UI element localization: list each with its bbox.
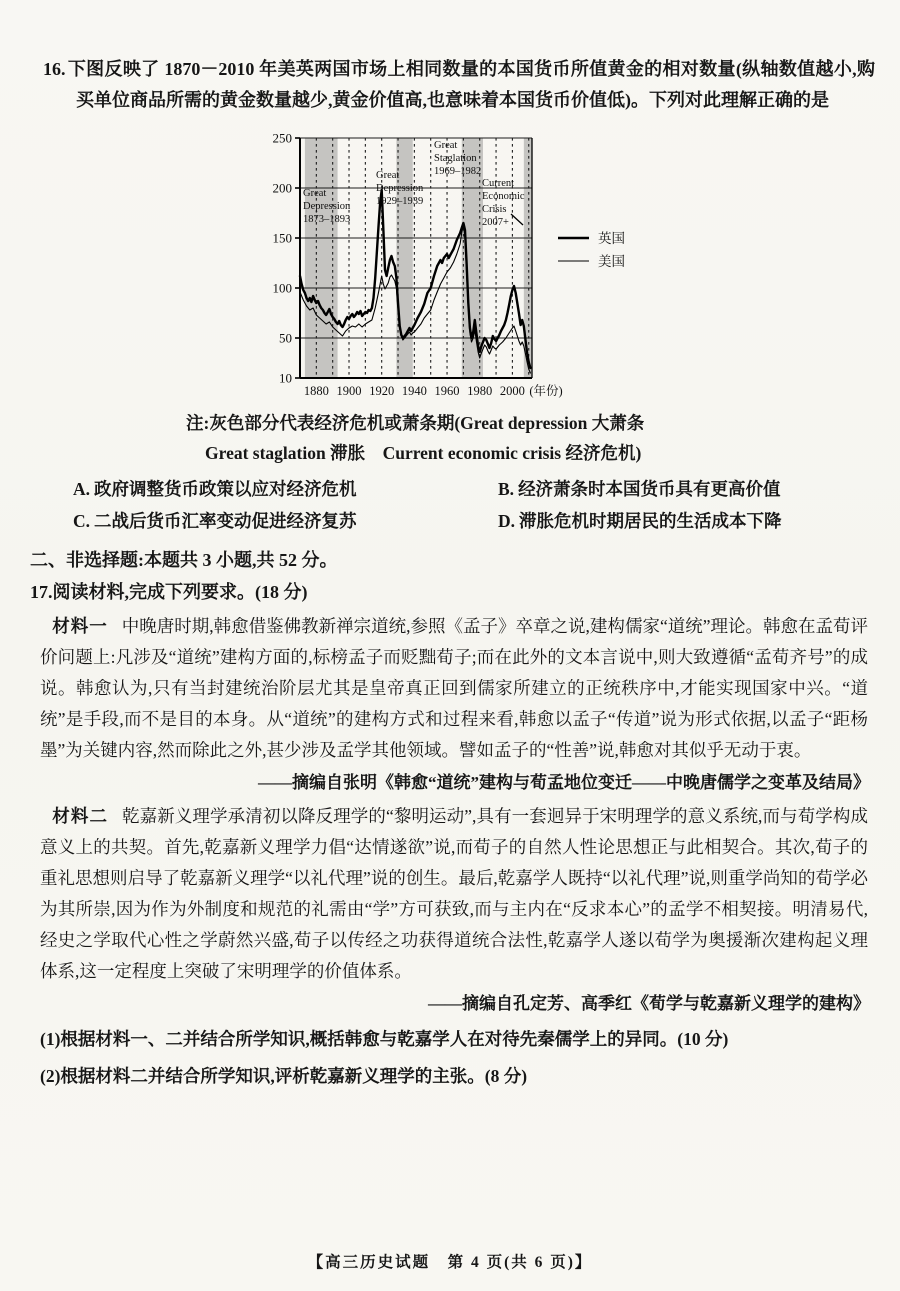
question-16-stem-wrap (43, 54, 875, 116)
svg-text:Economic: Economic (482, 191, 525, 202)
svg-text:Great: Great (303, 188, 327, 199)
svg-text:1940: 1940 (401, 384, 427, 398)
svg-text:Staglation: Staglation (434, 153, 477, 164)
svg-text:Current: Current (482, 178, 515, 189)
svg-text:Crisis: Crisis (482, 204, 507, 215)
svg-text:(年份): (年份) (529, 384, 563, 398)
question-17-header: 17.阅读材料,完成下列要求。(18 分) (30, 582, 308, 602)
svg-text:10: 10 (279, 370, 292, 386)
svg-text:50: 50 (279, 330, 292, 346)
svg-text:英国: 英国 (598, 231, 625, 246)
material-1-text: 中晚唐时期,韩愈借鉴佛教新禅宗道统,参照《孟子》卒章之说,建构儒家“道统”理论。韩愈在孟荀评价问题上:凡涉及“道统”建构方面的,标榜孟子而贬黜荀子;而在此外的文本言说中,则大致遵循“孟荀齐号”的成说。韩愈认为,只有当封建统治阶层尤其是皇帝真正回到儒家所建立的正统秩序中,才能实现国家中兴。“道统”是手段,而不是目的本身。从“道统”的建构方式和过程来看,韩愈以孟子“传道”说为形式依据,以孟子“距杨墨”为关键内容,然而除此之外,甚少涉及孟学其他领域。譬如孟子的“性善”说,韩愈对其似乎无动于衷。 (40, 616, 868, 760)
option-b (498, 473, 900, 505)
q16-options (0, 473, 900, 537)
svg-text:美国: 美国 (598, 254, 625, 269)
svg-text:2007+: 2007+ (482, 217, 509, 228)
material-2-text: 乾嘉新义理学承清初以降反理学的“黎明运动”,具有一套迥异于宋明理学的意义系统,而与荀学构成意义上的共契。首先,乾嘉新义理学力倡“达情遂欲”说,而荀子的自然人性论思想正与此相契合。其次,荀子的重礼思想则启导了乾嘉新义理学“以礼代理”说的创生。最后,乾嘉学人既持“以礼代理”说,则重学尚知的荀学必为其所崇,因为作为外制度和规范的礼需由“学”方可获致,而与主内在“反求本心”的孟学不相契接。明清易代,经史之学取代心性之学蔚然兴盛,荀子以传经之功获得道统合法性,乾嘉学人遂以荀学为奥援渐次建构起义理体系,这一定程度上突破了宋明理学的价值体系。 (40, 806, 868, 981)
svg-text:2000: 2000 (499, 384, 525, 398)
option-a-text: 政府调整货币政策以应对经济危机 (94, 479, 357, 499)
material-2-source: ——摘编自孔定芳、高季红《荀学与乾嘉新义理学的建构》 (428, 994, 870, 1013)
svg-text:Depression: Depression (376, 183, 424, 194)
option-d-text: 滞胀危机时期居民的生活成本下降 (519, 511, 782, 531)
svg-text:Depression: Depression (303, 201, 351, 212)
sub-question-2: (2)根据材料二并结合所学知识,评析乾嘉新义理学的主张。(8 分) (40, 1066, 528, 1086)
svg-text:1969–1982: 1969–1982 (434, 166, 482, 177)
material-2-label: 材料二 (52, 806, 109, 826)
option-c (73, 505, 498, 537)
material-1-source: ——摘编自张明《韩愈“道统”建构与荀孟地位变迁——中晚唐儒学之变革及结局》 (258, 773, 870, 792)
gold-chart-svg (252, 126, 672, 402)
page-footer: 【高三历史试题 第 4 页(共 6 页)】 (307, 1254, 593, 1271)
svg-text:1960: 1960 (434, 384, 460, 398)
chart-note (0, 408, 900, 468)
option-d-label: D. (498, 511, 516, 531)
svg-text:1980: 1980 (467, 384, 493, 398)
material-1-label: 材料一 (52, 616, 108, 636)
chart-note-line-2: Great staglation 滞胀 Current economic crisis 经济危机) (205, 443, 642, 463)
material-1-paragraph (40, 611, 868, 766)
sub-question-1: (1)根据材料一、二并结合所学知识,概括韩愈与乾嘉学人在对待先秦儒学上的异同。(10 分) (40, 1029, 729, 1049)
svg-text:250: 250 (272, 130, 292, 146)
option-a-label: A. (73, 479, 91, 499)
svg-text:Great: Great (434, 140, 458, 151)
svg-text:1880: 1880 (303, 384, 329, 398)
option-a (73, 473, 498, 505)
section-2-heading: 二、非选择题:本题共 3 小题,共 52 分。 (30, 550, 338, 570)
option-c-label: C. (73, 511, 91, 531)
question-16 (0, 0, 900, 116)
chart-note-line-1: 注:灰色部分代表经济危机或萧条期(Great depression 大萧条 (186, 413, 645, 433)
svg-text:1873–1893: 1873–1893 (303, 214, 351, 225)
gold-relative-value-chart (252, 126, 672, 402)
question-16-stem: 下图反映了 1870－2010 年美英两国市场上相同数量的本国货币所值黄金的相对数量(纵轴数值越小,购买单位商品所需的黄金数量越少,黄金价值高,也意味着本国货币价值低)。下列对此理解正确的是 (67, 59, 875, 110)
svg-text:Great: Great (376, 170, 400, 181)
svg-text:1900: 1900 (336, 384, 362, 398)
svg-text:150: 150 (272, 230, 292, 246)
question-16-number: 16. (43, 59, 66, 79)
option-b-label: B. (498, 479, 515, 499)
material-2-paragraph (40, 801, 868, 987)
option-b-text: 经济萧条时本国货币具有更高价值 (518, 479, 781, 499)
svg-text:100: 100 (272, 280, 292, 296)
option-c-text: 二战后货币汇率变动促进经济复苏 (94, 511, 357, 531)
svg-text:1929–1939: 1929–1939 (376, 196, 424, 207)
svg-text:200: 200 (272, 180, 292, 196)
option-d (498, 505, 900, 537)
svg-text:1920: 1920 (369, 384, 395, 398)
